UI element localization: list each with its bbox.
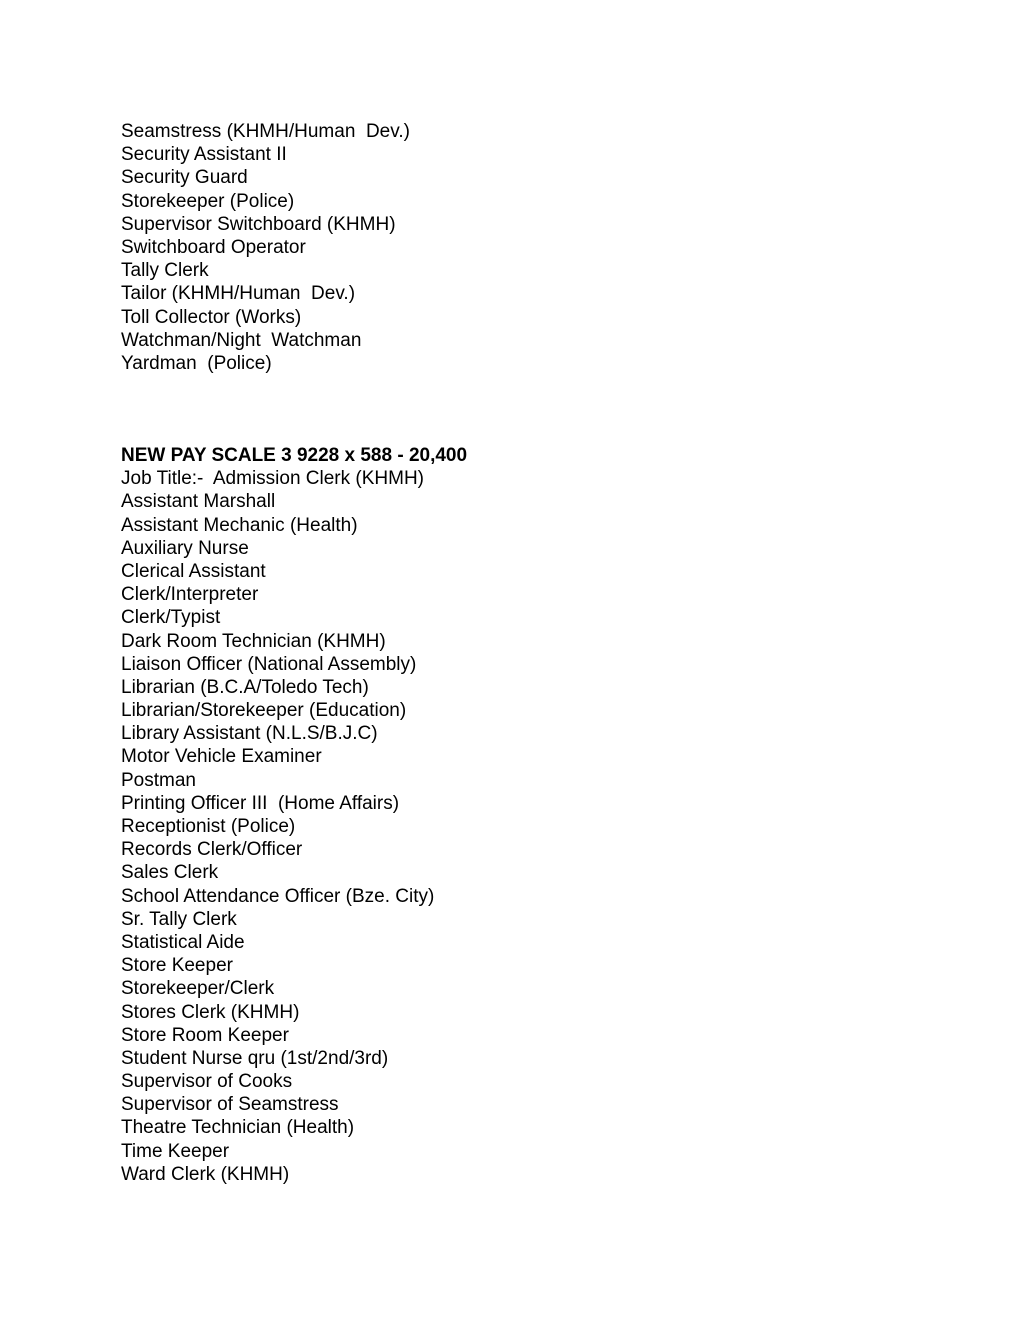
list-item: Records Clerk/Officer	[121, 839, 303, 861]
list-item: Supervisor of Cooks	[121, 1071, 293, 1093]
list-item: Postman	[121, 769, 196, 791]
list-item: Assistant Mechanic (Health)	[121, 514, 358, 536]
list-item: Sales Clerk	[121, 862, 219, 884]
list-item: School Attendance Officer (Bze. City)	[121, 885, 435, 907]
list-item: Seamstress (KHMH/Human Dev.)	[121, 121, 410, 142]
list-item: Liaison Officer (National Assembly)	[121, 653, 417, 675]
list-item: Job Title:- Admission Clerk (KHMH)	[121, 468, 425, 490]
list-item: Clerk/Interpreter	[121, 584, 259, 606]
list-item: Store Room Keeper	[121, 1024, 289, 1046]
list-item: Switchboard Operator	[121, 236, 306, 258]
list-item: Printing Officer III (Home Affairs)	[121, 792, 400, 814]
list-item: Ward Clerk (KHMH)	[121, 1163, 290, 1185]
list-item: Supervisor of Seamstress	[121, 1094, 339, 1116]
list-item: Library Assistant (N.L.S/B.J.C)	[121, 723, 378, 745]
list-item: Clerk/Typist	[121, 607, 221, 629]
list-item: Storekeeper/Clerk	[121, 978, 275, 1000]
list-item: Supervisor Switchboard (KHMH)	[121, 213, 396, 235]
list-item: Security Assistant II	[121, 144, 287, 166]
list-item: Librarian (B.C.A/Toledo Tech)	[121, 676, 369, 698]
list-item: Motor Vehicle Examiner	[121, 746, 322, 768]
list-item: Security Guard	[121, 167, 248, 189]
list-item: Student Nurse qru (1st/2nd/3rd)	[121, 1047, 389, 1069]
list-item: Storekeeper (Police)	[121, 190, 295, 212]
list-item: Dark Room Technician (KHMH)	[121, 630, 386, 652]
job-title-list-continued	[121, 120, 410, 375]
list-item: Receptionist (Police)	[121, 816, 296, 837]
list-item: Store Keeper	[121, 955, 233, 977]
list-item: Statistical Aide	[121, 931, 245, 953]
list-item: Sr. Tally Clerk	[121, 908, 237, 930]
list-item: Stores Clerk (KHMH)	[121, 1001, 300, 1023]
list-item: Yardman (Police)	[121, 352, 272, 374]
list-item: Librarian/Storekeeper (Education)	[121, 700, 407, 722]
list-item: Time Keeper	[121, 1140, 230, 1162]
list-item: Assistant Marshall	[121, 491, 276, 513]
pay-scale-heading: NEW PAY SCALE 3 9228 x 588 - 20,400	[121, 445, 468, 466]
list-item: Watchman/Night Watchman	[121, 329, 362, 351]
list-item: Clerical Assistant	[121, 560, 266, 582]
list-item: Tailor (KHMH/Human Dev.)	[121, 283, 356, 305]
list-item: Theatre Technician (Health)	[121, 1117, 355, 1139]
list-item: Auxiliary Nurse	[121, 537, 249, 559]
list-item: Tally Clerk	[121, 260, 209, 282]
list-item: Toll Collector (Works)	[121, 306, 302, 328]
pay-scale-section	[121, 444, 467, 1186]
